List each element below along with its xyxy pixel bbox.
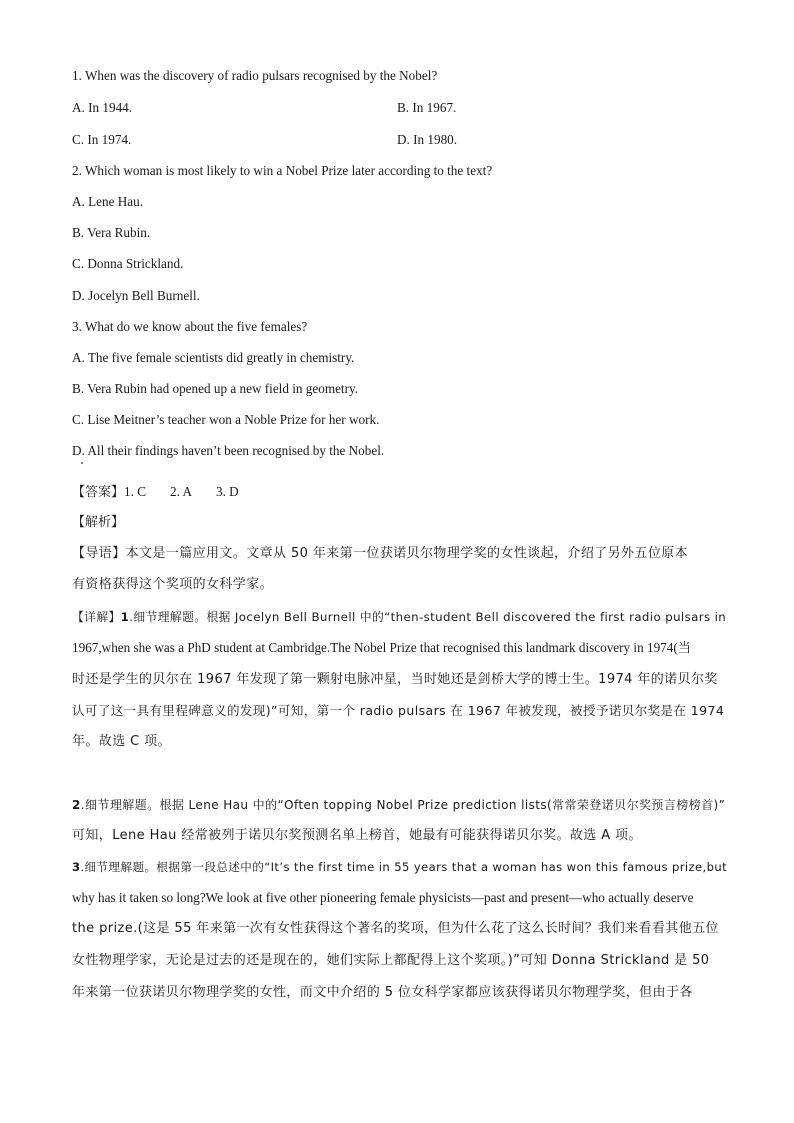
detail3-line-5: 年来第一位获诺贝尔物理学奖的女性，而文中介绍的 5 位女科学家都应该获得诺贝尔物理学奖，但由于各 (72, 985, 693, 1000)
detail3-line-4: 女性物理学家，无论是过去的还是现在的，她们实际上都配得上这个奖项。)”可知 Donna Strickland 是 50 (72, 953, 710, 968)
detail1-number: 1 (120, 610, 130, 624)
detail1-line-1 (72, 608, 726, 626)
answer-line (72, 483, 239, 502)
question-2-option-c: C. Donna Strickland. (72, 256, 184, 271)
detail3-line-1 (72, 858, 727, 876)
detail1-line-4: 认可了这一具有里程碑意义的发现)”可知，第一个 radio pulsars 在 1967 年被发现，被授予诺贝尔奖是在 1974 (72, 703, 725, 718)
answer-item-2: 2. A (170, 484, 192, 499)
detail2-number: 2 (72, 798, 81, 812)
answer-label: 【答案】 (72, 485, 125, 500)
detail3-line-2: why has it taken so long?We look at five other pioneering female physicists—past and present—who actually deserve (72, 890, 694, 905)
stray-dot (81, 462, 83, 464)
detail1-text-1: .细节理解题。根据 Jocelyn Bell Burnell 中的“then-student Bell discovered the first radio pulsars in (129, 610, 727, 624)
analysis-label: 【解析】 (72, 515, 125, 530)
question-1-option-d: D. In 1980. (397, 132, 458, 147)
detail2-line-2: 可知，Lene Hau 经常被列于诺贝尔奖预测名单上榜首，她最有可能获得诺贝尔奖。故选 A 项。 (72, 828, 642, 843)
question-3-option-c: C. Lise Meitner’s teacher won a Noble Prize for her work. (72, 412, 380, 427)
detail1-line-3: 时还是学生的贝尔在 1967 年发现了第一颗射电脉冲星，当时她还是剑桥大学的博士生。1974 年的诺贝尔奖 (72, 672, 718, 687)
detail3-line-3: the prize.(这是 55 年来第一次有女性获得这个著名的奖项，但为什么花了这么长时间？我们来看看其他五位 (72, 921, 719, 936)
question-2-option-d: D. Jocelyn Bell Burnell. (72, 288, 200, 303)
intro-line-1 (72, 545, 688, 563)
intro-line-2: 有资格获得这个奖项的女科学家。 (72, 577, 274, 592)
detail3-text-1: .细节理解题。根据第一段总述中的“It’s the first time in 55 years that a woman has won this famous prize,but (80, 860, 728, 874)
question-2-option-a: A. Lene Hau. (72, 194, 144, 209)
detail2-line-1 (72, 796, 725, 814)
question-1-option-b: B. In 1967. (397, 100, 457, 115)
detail1-line-5: 年。故选 C 项。 (72, 734, 171, 749)
question-1-option-a: A. In 1944. (72, 100, 133, 115)
answer-item-3: 3. D (215, 484, 239, 499)
question-1-option-c: C. In 1974. (72, 132, 132, 147)
intro-label: 【导语】 (72, 546, 126, 561)
question-3-option-a: A. The five female scientists did greatly in chemistry. (72, 350, 355, 365)
detail-label: 【详解】 (72, 610, 121, 624)
question-3-option-d: D. All their findings haven’t been recognised by the Nobel. (72, 443, 385, 458)
question-2-stem: 2. Which woman is most likely to win a Nobel Prize later according to the text? (72, 163, 493, 178)
detail1-line-2: 1967,when she was a PhD student at Cambridge.The Nobel Prize that recognised this landmark discovery in 1974(当 (72, 640, 691, 655)
question-3-stem: 3. What do we know about the five females? (72, 319, 308, 334)
detail3-number: 3 (72, 860, 81, 874)
question-2-option-b: B. Vera Rubin. (72, 225, 151, 240)
answer-item-1: 1. C (124, 484, 146, 499)
question-3-option-b: B. Vera Rubin had opened up a new field in geometry. (72, 381, 359, 396)
intro-text-1: 本文是一篇应用文。文章从 50 年来第一位获诺贝尔物理学奖的女性谈起，介绍了另外五位原本 (125, 546, 689, 561)
detail2-text-1: .细节理解题。根据 Lene Hau 中的“Often topping Nobel Prize prediction lists(常常荣登诺贝尔奖预言榜榜首)” (80, 798, 726, 812)
question-1-stem: 1. When was the discovery of radio pulsars recognised by the Nobel? (72, 68, 438, 83)
